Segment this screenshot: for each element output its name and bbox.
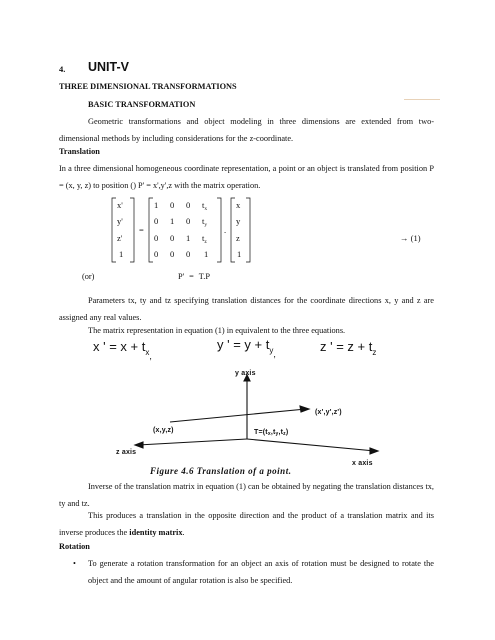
or-formula: P' = T.P: [178, 272, 210, 281]
m21: 0: [154, 216, 159, 226]
translation-heading: Translation: [59, 147, 100, 156]
rhs-z: z: [236, 233, 240, 243]
m14: $t_x$: [202, 200, 208, 212]
z-axis-line: [138, 439, 247, 445]
x-axis-label: x axis: [352, 460, 373, 467]
m12: 0: [170, 200, 175, 210]
x-axis-line: [247, 439, 375, 451]
or-label: (or): [82, 272, 95, 281]
point-prime-label: (x',y',z'): [315, 409, 342, 416]
chapter-title: THREE DIMENSIONAL TRANSFORMATIONS: [59, 82, 237, 91]
rotation-bullet-text: To generate a rotation transformation for an object an axis of rotation must be designed to rotate the object and the amount of angular rotation is also be specified.: [88, 559, 434, 585]
m43: 0: [186, 249, 191, 259]
basic-paragraph: [59, 114, 434, 147]
lhs-one: 1: [119, 249, 124, 259]
figure-caption: Figure 4.6 Translation of a point.: [150, 466, 292, 476]
translation-matrix-equation: [110, 196, 470, 266]
bullet-icon: •: [73, 559, 76, 568]
translation-paragraph-text: In a three dimensional homogeneous coordinate representation, a point or an object is translated from position P = (x, y, z) to position () P' = x',y',z with the matrix operation.: [59, 164, 434, 190]
equation-number: → (1): [400, 233, 421, 243]
rotation-heading: Rotation: [59, 542, 90, 551]
basic-paragraph-text: Geometric transformations and object modeling in three dimensions are extended from two-dimensional methods by including considerations for the z-coordinate.: [59, 117, 434, 143]
equation-x: x ' = $x + t_{x,}$: [93, 339, 152, 361]
translation-figure: [110, 365, 400, 475]
rotation-bullet: [88, 556, 434, 589]
lhs-z-prime: z': [117, 233, 123, 243]
m33: 1: [186, 233, 191, 243]
inverse-paragraph-text: Inverse of the translation matrix in equation (1) can be obtained by negating the translation distances tx, ty and tz.: [59, 482, 434, 508]
inverse-text-before: This produces a translation in the opposite direction and the product of a translation matrix and its inverse produces the: [59, 511, 434, 537]
translation-paragraph: [59, 161, 434, 194]
m23: 0: [186, 216, 191, 226]
vector-label: T=(tx,ty,tz): [254, 429, 289, 437]
point-label: (x,y,z): [153, 427, 174, 434]
rhs-one: 1: [237, 249, 242, 259]
basic-heading: BASIC TRANSFORMATION: [88, 100, 196, 109]
z-axis-arrowhead: [135, 442, 143, 448]
identity-matrix-term: identity matrix: [129, 527, 183, 537]
equals-sign: =: [139, 225, 144, 235]
equation-y: y ' = $y + t_{y,}$: [217, 337, 276, 359]
m34: $t_z$: [202, 233, 207, 245]
unit-title: UNIT-V: [88, 60, 129, 74]
parameters-paragraph-text: Parameters tx, ty and tz specifying translation distances for the coordinate directions x, y and z are assigned any real values.: [59, 296, 434, 322]
y-axis-label: y axis: [235, 370, 256, 377]
m11: 1: [154, 200, 159, 210]
rhs-y: y: [236, 216, 241, 226]
m22: 1: [170, 216, 175, 226]
equation-z: z ' = $z + t_z$: [320, 339, 377, 357]
dot-operator: .: [224, 225, 227, 235]
x-axis-arrowhead: [370, 448, 378, 454]
m41: 0: [154, 249, 159, 259]
parameters-paragraph: [59, 293, 434, 326]
decorative-rule: [404, 99, 440, 100]
m32: 0: [170, 233, 175, 243]
z-axis-label: z axis: [116, 449, 137, 456]
section-number: 4.: [59, 64, 66, 74]
rhs-x: x: [236, 200, 241, 210]
matrix-representation-text: The matrix representation in equation (1) in equivalent to the three equations.: [88, 326, 346, 335]
three-equations: [85, 336, 425, 366]
m31: 0: [154, 233, 159, 243]
inverse-paragraph-2: [59, 508, 434, 541]
lhs-x-prime: x': [117, 200, 123, 210]
translation-vector-arrowhead: [300, 406, 309, 412]
lhs-y-prime: y': [117, 216, 123, 226]
m13: 0: [186, 200, 191, 210]
m42: 0: [170, 249, 175, 259]
translation-vector: [170, 409, 306, 422]
inverse-text-after: .: [182, 527, 185, 537]
m44: 1: [204, 249, 209, 259]
m24: $t_y$: [202, 216, 208, 228]
